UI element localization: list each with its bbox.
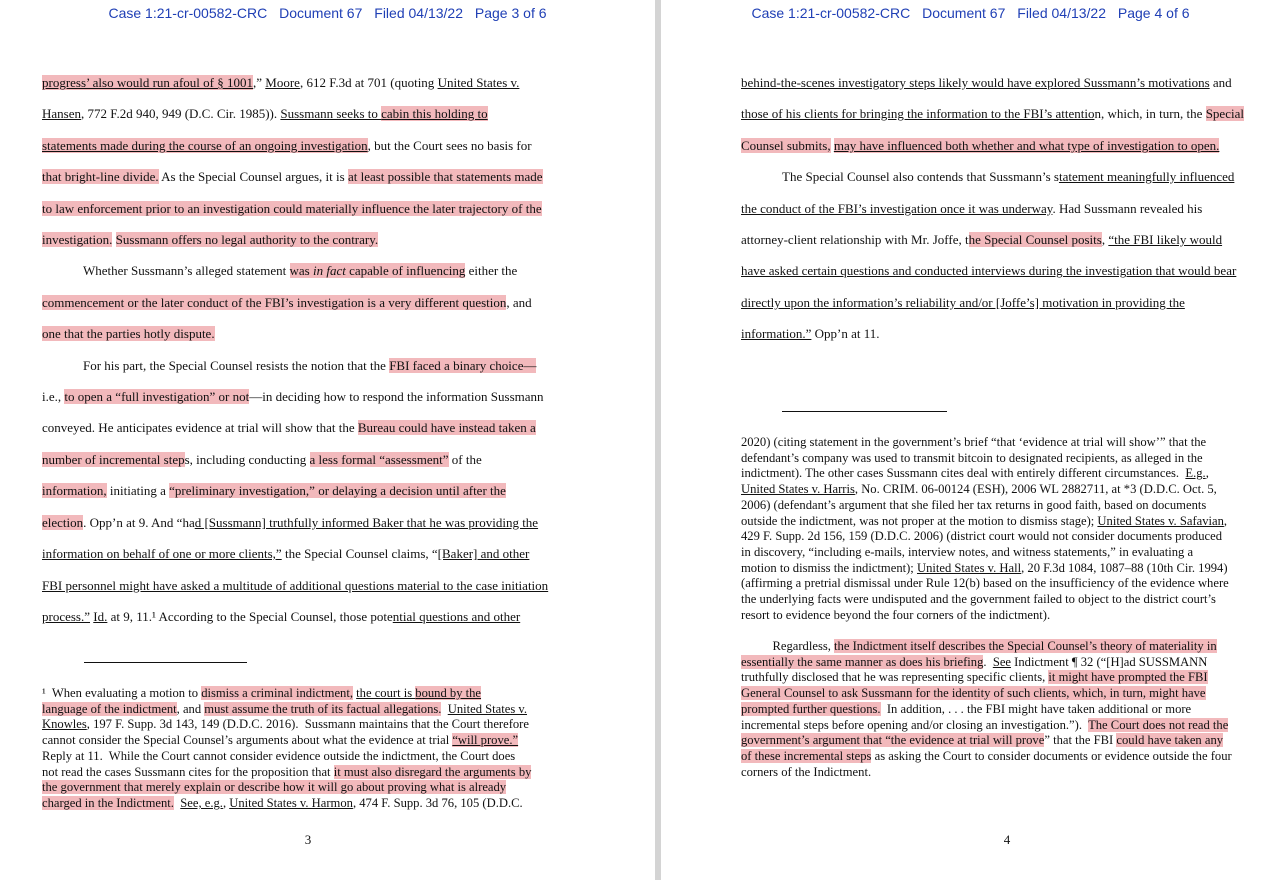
footnote-line (741, 592, 1274, 608)
highlighted-text: bound by the (415, 686, 482, 700)
highlighted-text: may have influenced both whether and what type of investigation to open. (833, 137, 1220, 153)
footnote-line (741, 702, 1274, 718)
highlighted-text: progress’ also would run afoul of § 1001 (42, 75, 253, 90)
text-line (42, 507, 582, 538)
underlined-text: United States v. Harris (741, 482, 855, 497)
underlined-text: FBI personnel might have asked a multitude of additional questions material to the case initiation (42, 577, 549, 593)
footnote-line (42, 749, 582, 765)
underlined-text: d [Sussmann] truthfully informed Baker that he was providing the (194, 514, 539, 530)
underlined-text: Hansen (42, 106, 81, 122)
underlined-text: information on behalf of one or more clients,” (42, 546, 282, 562)
text-run: , 20 F.3d 1084, 1087–88 (10th Cir. 1994) (1021, 560, 1228, 575)
text-run: , No. CRIM. 06-00124 (ESH), 2006 WL 2882711, at *3 (D.D.C. Oct. 5, (854, 482, 1217, 497)
text-line (42, 570, 582, 601)
case-number: Case 1:21-cr-00582-CRC (751, 5, 911, 21)
highlighted-text: information, (42, 483, 107, 499)
text-run: The Special Counsel also contends that Sussmann’s s (782, 169, 1059, 185)
text-run: of the (448, 451, 482, 467)
text-run: 2006) (defendant’s argument that she filed her tax returns in good faith, based on documents (741, 497, 1207, 512)
text-run: conveyed. He anticipates evidence at trial will show that the (42, 420, 358, 436)
text-line (741, 130, 1274, 161)
highlighted-text: Sussmann offers no legal authority to the contrary. (115, 232, 379, 248)
underlined-text: See, e.g. (180, 795, 223, 810)
text-run: defendant’s company was used to transmit bitcoin to designated recipients, as alleged in the (741, 450, 1203, 465)
text-run: . Opp’n at 9. And “ha (83, 514, 195, 530)
text-line (741, 98, 1274, 129)
page-header (661, 5, 1280, 21)
highlighted-text: investigation. (42, 232, 113, 248)
highlighted-text: prompted further questions. (741, 701, 881, 716)
footnote-line (741, 451, 1274, 467)
text-run: ¹ When evaluating a motion to (42, 686, 202, 700)
text-run: motion to dismiss the indictment); (741, 560, 917, 575)
text-run: attorney-client relationship with Mr. Joffe, t (741, 232, 969, 248)
underlined-text: United States v. (447, 701, 528, 716)
footnote-continuation (741, 435, 1274, 623)
highlighted-text: it must also disregard the arguments by (333, 764, 532, 779)
text-line (42, 538, 582, 569)
text-line (42, 255, 582, 286)
text-run: , (1223, 513, 1228, 528)
underlined-text: E.g. (1185, 466, 1206, 481)
text-run: indictment). The other cases Sussmann cites deal with entirely different circumstances. (741, 466, 1186, 481)
highlighted-text: must assume the truth of its factual allegations. (204, 701, 442, 716)
text-run: 429 F. Supp. 2d 156, 159 (D.D.C. 2006) (district court would not consider documents produced (741, 529, 1222, 544)
footnote-line (741, 765, 1274, 781)
highlighted-text: The Court does not read the (1088, 717, 1229, 732)
text-run: , and (506, 294, 532, 310)
text-run: s, including conducting (184, 451, 310, 467)
underlined-text: information.” (741, 326, 812, 342)
text-run: , (222, 795, 230, 810)
underlined-text: United States v. Harmon (229, 795, 353, 810)
text-line (42, 318, 582, 349)
underlined-text: directly upon the information’s reliability and/or [Joffe’s] motivation in providing the (741, 294, 1185, 310)
text-run: Indictment ¶ 32 (“[H]ad SUSSMANN (1011, 654, 1208, 669)
text-line (42, 412, 582, 443)
text-run: ,” (252, 75, 266, 90)
text-line (42, 67, 582, 98)
highlighted-text: “preliminary investigation,” or delaying a decision until after the (169, 483, 506, 499)
text-run: and (1209, 75, 1232, 90)
pdf-page-4 (661, 0, 1280, 880)
underlined-text: have asked certain questions and conducted interviews during the investigation that would bear (741, 263, 1237, 279)
underlined-text: See (992, 654, 1012, 669)
underlined-text: Id. (93, 608, 108, 624)
page-indicator: Page 4 of 6 (1117, 5, 1190, 21)
highlighted-text: General Counsel to ask Sussmann for the identity of such clients, which, in turn, might have (741, 686, 1206, 701)
page-number: 4 (1003, 832, 1011, 847)
text-run: As the Special Counsel argues, it is (158, 169, 348, 185)
footnote (42, 686, 582, 812)
text-run: initiating a (106, 483, 170, 499)
text-run: , 197 F. Supp. 3d 143, 149 (D.D.C. 2016). Sussmann maintains that the Court therefore (86, 717, 529, 732)
document-number: Document 67 (922, 5, 1006, 21)
text-line (741, 318, 1274, 349)
text-line (42, 601, 582, 632)
highlighted-text: of these incremental steps (741, 748, 872, 763)
underlined-text: those of his clients for bringing the information to the FBI’s attentio (741, 106, 1095, 122)
text-run: either the (465, 263, 518, 279)
highlighted-text: could have taken any (1116, 733, 1224, 748)
text-run: In addition, . . . the FBI might have taken additional or more (880, 701, 1192, 716)
text-line (741, 193, 1274, 224)
footnote-line (741, 608, 1274, 624)
underlined-text: [Baker] and other (437, 546, 530, 562)
underlined-text: Sussmann seeks to (280, 106, 382, 122)
highlighted-text: the Indictment itself describes the Special Counsel’s theory of materiality in (834, 639, 1217, 653)
filed-date: Filed 04/13/22 (1017, 5, 1106, 21)
highlighted-text: to open a “full investigation” or not (64, 389, 250, 405)
footnote-line (42, 702, 582, 718)
text-run: For his part, the Special Counsel resists the notion that the (83, 357, 390, 373)
highlighted-text: in fact (312, 263, 346, 279)
highlighted-text: government’s argument that “the evidence at trial will prove (741, 733, 1045, 748)
footnote-line (741, 718, 1274, 734)
text-line (42, 193, 582, 224)
footnote-separator (782, 411, 947, 412)
footnote-line (741, 545, 1274, 561)
footnote-separator (84, 662, 247, 663)
text-line (741, 255, 1274, 286)
text-run: , 772 F.2d 940, 949 (D.C. Cir. 1985)). (81, 106, 281, 122)
footnote-line (741, 686, 1274, 702)
underlined-text: the conduct of the FBI’s investigation once it was underway (741, 200, 1053, 216)
text-run: , but the Court sees no basis for (367, 137, 532, 153)
text-run: i.e., (42, 389, 65, 405)
highlighted-text: Special (1205, 106, 1244, 122)
highlighted-text: to law enforcement prior to an investigation could materially influence the later trajectory of the (42, 200, 542, 216)
text-line (42, 475, 582, 506)
underlined-text: Knowles (42, 717, 87, 732)
footnote-line (42, 717, 582, 733)
footnote-line (741, 466, 1274, 482)
highlighted-text: that bright-line divide. (42, 169, 159, 185)
highlighted-text: one that the parties hotly dispute. (42, 326, 215, 342)
text-run: , 612 F.3d at 701 (quoting (299, 75, 438, 90)
text-line (741, 67, 1274, 98)
footnote-line (741, 655, 1274, 671)
text-run: the underlying facts were undisputed and the government failed to object to the district court’s (741, 592, 1216, 607)
footnote-line (42, 796, 582, 812)
footnote-line (741, 482, 1274, 498)
text-run: cannot consider the Special Counsel’s arguments about what the evidence at trial (42, 733, 453, 748)
highlighted-text: FBI faced a binary choice— (389, 357, 537, 373)
text-line (42, 98, 582, 129)
text-line (42, 287, 582, 318)
highlighted-text: essentially the same manner as does his briefing (741, 654, 984, 669)
highlighted-text: “will prove.” (452, 733, 519, 748)
highlighted-text: he Special Counsel posits (968, 232, 1102, 248)
underlined-text: Moore (265, 75, 300, 90)
highlighted-text: capable of influencing (345, 263, 466, 279)
text-run: incremental steps before opening and/or closing an investigation.”). (741, 717, 1089, 732)
page-number: 3 (304, 832, 312, 847)
text-run: , 474 F. Supp. 3d 76, 105 (D.D.C. (352, 795, 523, 810)
underlined-text: United States v. Safavian (1097, 513, 1224, 528)
text-line (42, 350, 582, 381)
text-run: Reply at 11. While the Court cannot consider evidence outside the indictment, the Court does (42, 748, 516, 763)
highlighted-text: a less formal “assessment” (309, 451, 449, 467)
footnote-line (741, 733, 1274, 749)
text-run: ” that the FBI (1044, 733, 1117, 748)
highlighted-text: the government that merely explain or describe how it will go about proving what is already (42, 780, 507, 795)
footnote-line (741, 576, 1274, 592)
body-text (42, 67, 582, 632)
text-line (741, 161, 1274, 192)
footnote-line (741, 529, 1274, 545)
underlined-text: United States v. Hall (916, 560, 1022, 575)
footnote-line (741, 639, 1274, 655)
footnote-line (741, 435, 1274, 451)
underlined-text: process.” (42, 608, 91, 624)
highlighted-text: election (42, 514, 84, 530)
page-indicator: Page 3 of 6 (474, 5, 547, 21)
text-line (42, 224, 582, 255)
page-header (0, 5, 655, 21)
footnote-line (741, 749, 1274, 765)
footnote-line (741, 498, 1274, 514)
text-run: . (983, 654, 993, 669)
highlighted-text: dismiss a criminal indictment, (201, 686, 353, 700)
body-text (741, 67, 1274, 350)
text-run: , (1101, 232, 1109, 248)
text-run: , (1205, 466, 1209, 481)
underlined-text: the court is (356, 686, 416, 700)
text-run: Regardless, (741, 639, 835, 653)
text-run: in discovery, “including e-mails, interview notes, and witness statements,” in evaluating a (741, 544, 1194, 559)
footnote-line (42, 780, 582, 796)
underlined-text: behind-the-scenes investigatory steps likely would have explored Sussmann’s motivations (741, 75, 1210, 90)
text-run: outside the indictment, was not proper at the motion to dismiss stage); (741, 513, 1098, 528)
text-run: resort to evidence beyond the four corners of the indictment). (741, 607, 1051, 622)
text-line (741, 224, 1274, 255)
highlighted-text: commencement or the later conduct of the FBI’s investigation is a very different question (42, 294, 507, 310)
highlighted-text: cabin this holding to (381, 106, 488, 122)
text-line (42, 381, 582, 412)
footnote-line (741, 670, 1274, 686)
case-number: Case 1:21-cr-00582-CRC (108, 5, 268, 21)
text-run: . Had Sussmann revealed his (1052, 200, 1203, 216)
highlighted-text: number of incremental step (42, 451, 185, 467)
document-number: Document 67 (279, 5, 363, 21)
text-run: Whether Sussmann’s alleged statement (83, 263, 290, 279)
highlighted-text: statements made during the course of an ongoing investigation (42, 137, 368, 153)
text-run: corners of the Indictment. (741, 764, 872, 779)
text-run: at 9, 11.¹ According to the Special Counsel, those pote (107, 608, 393, 624)
footnote-line (42, 686, 582, 702)
filed-date: Filed 04/13/22 (374, 5, 463, 21)
text-line (42, 130, 582, 161)
text-line (741, 287, 1274, 318)
highlighted-text: Counsel submits, (741, 137, 831, 153)
underlined-text: tatement meaningfully influenced (1058, 169, 1235, 185)
text-run: the Special Counsel claims, “ (281, 546, 438, 562)
highlighted-text: language of the indictment (42, 701, 177, 716)
underlined-text: United States v. (437, 75, 520, 90)
highlighted-text: it might have prompted the FBI (1048, 670, 1208, 685)
highlighted-text: charged in the Indictment. (42, 795, 174, 810)
text-run: —in deciding how to respond the information Sussmann (249, 389, 544, 405)
highlighted-text: Bureau could have instead taken a (357, 420, 536, 436)
text-run: not read the cases Sussmann cites for the proposition that (42, 764, 334, 779)
text-run: Opp’n at 11. (811, 326, 880, 342)
underlined-text: “the FBI likely would (1108, 232, 1223, 248)
text-run: (affirming a pretrial dismissal under Rule 12(b) based on the insufficiency of the evidence where (741, 576, 1229, 591)
footnote-paragraph (741, 639, 1274, 780)
highlighted-text: was (289, 263, 313, 279)
footnote-line (741, 514, 1274, 530)
text-run: truthfully disclosed that he was representing specific clients, (741, 670, 1049, 685)
text-run: as asking the Court to consider documents or evidence outside the four (871, 748, 1232, 763)
highlighted-text: at least possible that statements made (347, 169, 543, 185)
text-line (42, 161, 582, 192)
text-run: , and (176, 701, 205, 716)
underlined-text: ntial questions and other (392, 608, 521, 624)
footnote-line (42, 765, 582, 781)
footnote-line (741, 561, 1274, 577)
text-run: 2020) (citing statement in the government’s brief “that ‘evidence at trial will show’” that the (741, 435, 1207, 449)
footnote-line (42, 733, 582, 749)
text-run: n, which, in turn, the (1094, 106, 1206, 122)
text-line (42, 444, 582, 475)
